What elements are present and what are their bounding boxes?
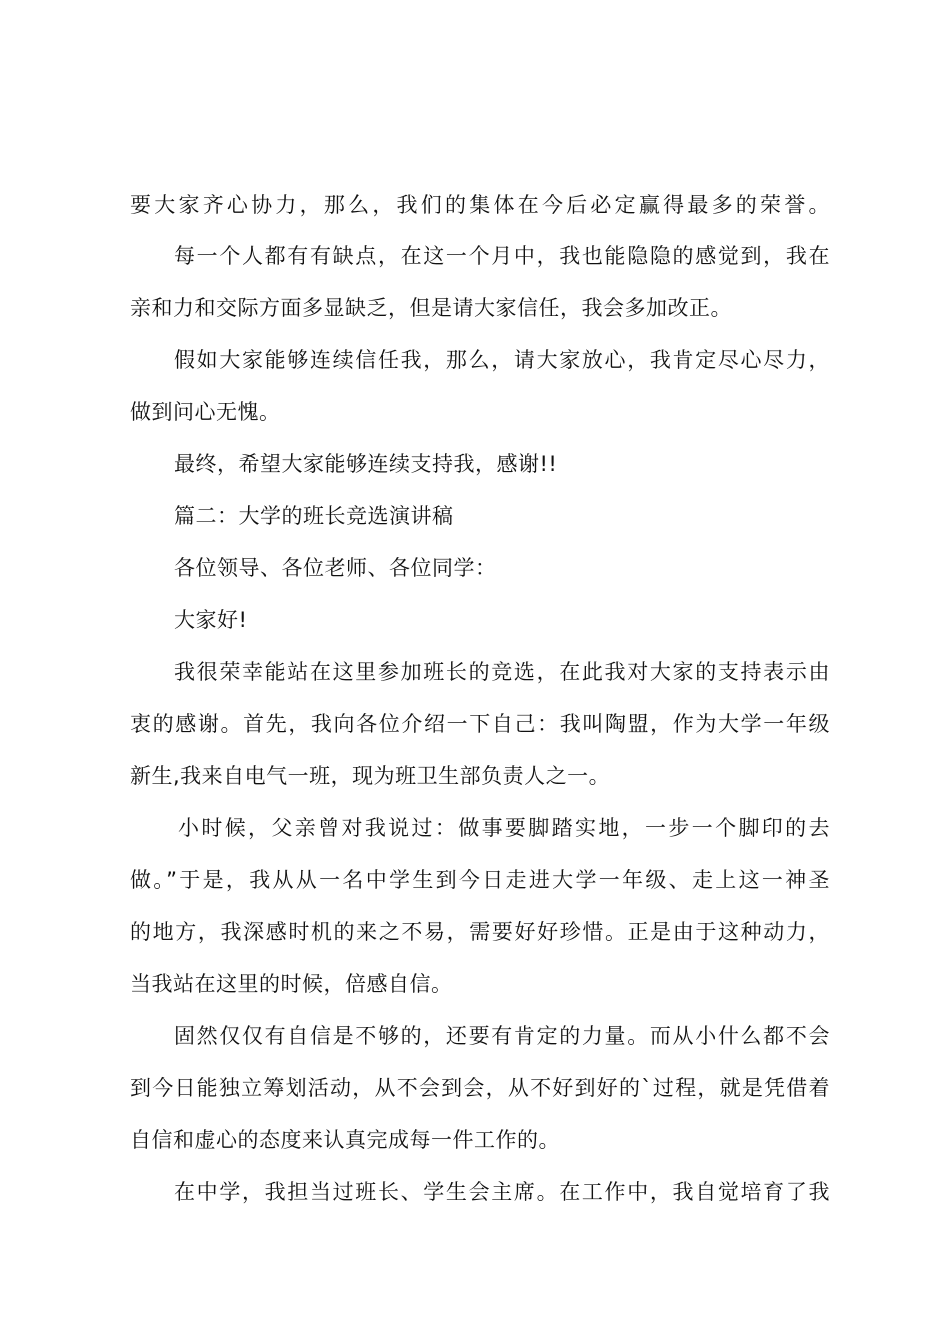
text-line: 新生,我来自电气一班，现为班卫生部负责人之一。 bbox=[130, 764, 611, 788]
greeting: 大家好! bbox=[174, 608, 248, 632]
text-line: 假如大家能够连续信任我，那么，请大家放心，我肯定尽心尽力， bbox=[174, 348, 830, 372]
text-line: 小时候，父亲曾对我说过：做事要脚踏实地，一步一个脚印的去 bbox=[178, 816, 830, 840]
section-heading: 篇二：大学的班长竞选演讲稿 bbox=[174, 504, 454, 528]
text-line: 衷的感谢。首先，我向各位介绍一下自己：我叫陶盟，作为大学一年级 bbox=[130, 712, 830, 736]
text-line: 当我站在这里的时候，倍感自信。 bbox=[130, 972, 453, 996]
text-line: 我很荣幸能站在这里参加班长的竞选，在此我对大家的支持表示由 bbox=[174, 660, 830, 684]
text-line: 固然仅仅有自信是不够的，还要有肯定的力量。而从小什么都不会 bbox=[174, 1024, 830, 1048]
text-line: 做。”于是，我从从一名中学生到今日走进大学一年级、走上这一神圣 bbox=[130, 868, 830, 892]
text-line: 在中学，我担当过班长、学生会主席。在工作中，我自觉培育了我 bbox=[174, 1180, 830, 1204]
text-line: 亲和力和交际方面多显缺乏，但是请大家信任，我会多加改正。 bbox=[130, 296, 732, 320]
text-line: 做到问心无愧。 bbox=[130, 400, 281, 424]
text-line: 自信和虚心的态度来认真完成每一件工作的。 bbox=[130, 1128, 560, 1152]
text-line: 到今日能独立筹划活动，从不会到会，从不好到好的`过程，就是凭借着 bbox=[130, 1076, 830, 1100]
text-line: 的地方，我深感时机的来之不易，需要好好珍惜。正是由于这种动力， bbox=[130, 920, 830, 944]
text-line: 要大家齐心协力，那么，我们的集体在今后必定赢得最多的荣誉。 bbox=[130, 193, 830, 217]
text-line: 最终，希望大家能够连续支持我，感谢!! bbox=[174, 452, 558, 476]
salutation: 各位领导、各位老师、各位同学： bbox=[174, 556, 497, 580]
text-line: 每一个人都有有缺点，在这一个月中，我也能隐隐的感觉到，我在 bbox=[174, 244, 830, 268]
